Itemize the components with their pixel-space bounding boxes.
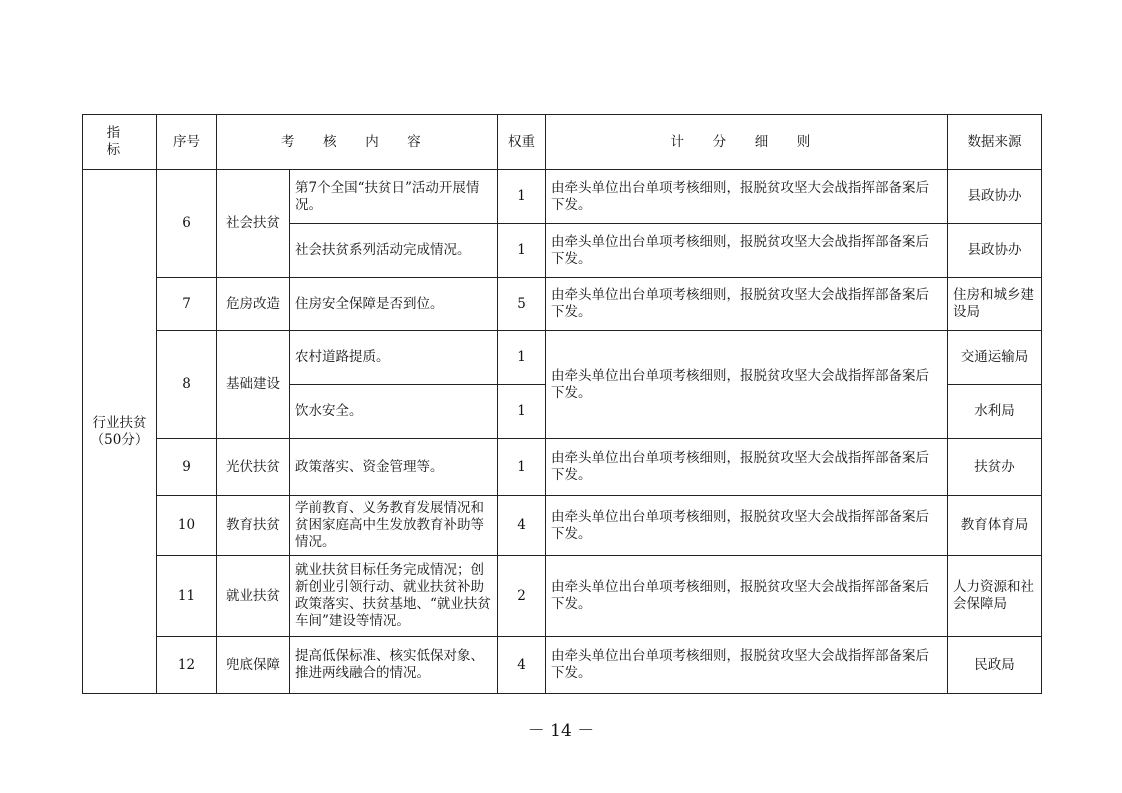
content-cell: 住房安全保障是否到位。 xyxy=(290,278,498,331)
seq-cell: 12 xyxy=(157,637,217,694)
table-row xyxy=(83,637,1042,694)
header-source: 数据来源 xyxy=(948,115,1042,170)
rule-cell: 由牵头单位出台单项考核细则，报脱贫攻坚大会战指挥部备案后下发。 xyxy=(546,224,948,278)
weight-cell: 1 xyxy=(498,331,546,385)
category-cell: 教育扶贫 xyxy=(217,496,290,556)
category-cell: 危房改造 xyxy=(217,278,290,331)
rule-cell: 由牵头单位出台单项考核细则，报脱贫攻坚大会战指挥部备案后下发。 xyxy=(546,331,948,439)
header-seq: 序号 xyxy=(157,115,217,170)
rule-cell: 由牵头单位出台单项考核细则，报脱贫攻坚大会战指挥部备案后下发。 xyxy=(546,556,948,637)
source-cell: 交通运输局 xyxy=(948,331,1042,385)
rule-cell: 由牵头单位出台单项考核细则，报脱贫攻坚大会战指挥部备案后下发。 xyxy=(546,496,948,556)
category-cell: 兜底保障 xyxy=(217,637,290,694)
header-rules: 计 分 细 则 xyxy=(546,115,948,170)
table-row xyxy=(83,439,1042,496)
page-number: － 14 － xyxy=(527,721,595,741)
source-cell: 民政局 xyxy=(948,637,1042,694)
seq-cell: 10 xyxy=(157,496,217,556)
source-cell: 县政协办 xyxy=(948,224,1042,278)
rule-cell: 由牵头单位出台单项考核细则，报脱贫攻坚大会战指挥部备案后下发。 xyxy=(546,637,948,694)
category-cell: 光伏扶贫 xyxy=(217,439,290,496)
indicator-cell xyxy=(83,170,157,694)
content-cell: 第7个全国“扶贫日”活动开展情况。 xyxy=(290,170,498,224)
source-cell: 教育体育局 xyxy=(948,496,1042,556)
content-cell: 提高低保标准、核实低保对象、推进两线融合的情况。 xyxy=(290,637,498,694)
header-weight: 权重 xyxy=(498,115,546,170)
source-cell: 住房和城乡建设局 xyxy=(948,278,1042,331)
assessment-table xyxy=(82,114,1042,694)
table-row xyxy=(83,278,1042,331)
category-cell: 基础建设 xyxy=(217,331,290,439)
weight-cell: 4 xyxy=(498,496,546,556)
content-cell: 饮水安全。 xyxy=(290,385,498,439)
content-cell: 社会扶贫系列活动完成情况。 xyxy=(290,224,498,278)
weight-cell: 1 xyxy=(498,224,546,278)
content-cell: 政策落实、资金管理等。 xyxy=(290,439,498,496)
seq-cell: 8 xyxy=(157,331,217,439)
weight-cell: 1 xyxy=(498,170,546,224)
source-cell: 扶贫办 xyxy=(948,439,1042,496)
table-row xyxy=(83,331,1042,385)
seq-cell: 9 xyxy=(157,439,217,496)
content-cell: 农村道路提质。 xyxy=(290,331,498,385)
header-indicator: 指 标 xyxy=(83,115,157,170)
content-cell: 学前教育、义务教育发展情况和贫困家庭高中生发放教育补助等情况。 xyxy=(290,496,498,556)
table-row xyxy=(83,556,1042,637)
indicator-name: 行业扶贫 xyxy=(92,414,147,431)
header-content: 考 核 内 容 xyxy=(217,115,498,170)
weight-cell: 2 xyxy=(498,556,546,637)
category-cell: 就业扶贫 xyxy=(217,556,290,637)
rule-cell: 由牵头单位出台单项考核细则，报脱贫攻坚大会战指挥部备案后下发。 xyxy=(546,439,948,496)
weight-cell: 5 xyxy=(498,278,546,331)
indicator-points: （50分） xyxy=(90,431,149,448)
source-cell: 水利局 xyxy=(948,385,1042,439)
rule-cell: 由牵头单位出台单项考核细则，报脱贫攻坚大会战指挥部备案后下发。 xyxy=(546,278,948,331)
table-row xyxy=(83,170,1042,224)
seq-cell: 6 xyxy=(157,170,217,278)
header-row xyxy=(83,115,1042,170)
rule-cell: 由牵头单位出台单项考核细则，报脱贫攻坚大会战指挥部备案后下发。 xyxy=(546,170,948,224)
seq-cell: 7 xyxy=(157,278,217,331)
weight-cell: 4 xyxy=(498,637,546,694)
content-cell: 就业扶贫目标任务完成情况；创新创业引领行动、就业扶贫补助政策落实、扶贫基地、“就业扶贫车间”建设等情况。 xyxy=(290,556,498,637)
source-cell: 县政协办 xyxy=(948,170,1042,224)
table-row xyxy=(83,496,1042,556)
weight-cell: 1 xyxy=(498,385,546,439)
seq-cell: 11 xyxy=(157,556,217,637)
weight-cell: 1 xyxy=(498,439,546,496)
category-cell: 社会扶贫 xyxy=(217,170,290,278)
source-cell: 人力资源和社会保障局 xyxy=(948,556,1042,637)
